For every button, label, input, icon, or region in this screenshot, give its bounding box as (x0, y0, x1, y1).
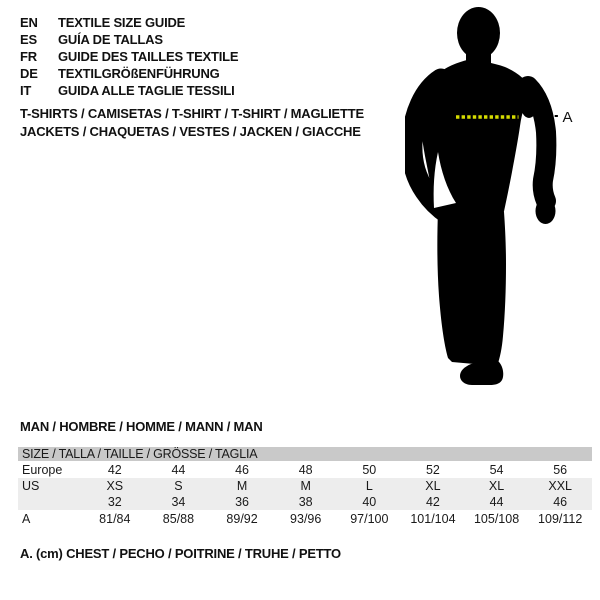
table-cell: XXL (528, 478, 592, 494)
table-cell: 38 (274, 494, 338, 510)
row-label: Europe (22, 462, 63, 477)
legs-shape (437, 210, 506, 366)
table-cell: XL (401, 478, 465, 494)
table-cell: 109/112 (538, 512, 583, 526)
language-code: ES (20, 32, 37, 47)
size-table (18, 447, 592, 528)
category-list (20, 105, 364, 141)
table-cell: 44 (171, 462, 186, 477)
table-cell: 32 (83, 494, 147, 510)
size-table-header-row (18, 447, 592, 461)
table-row (18, 510, 592, 528)
measure-label-a: A (562, 109, 573, 126)
table-cell: 89/92 (226, 512, 258, 526)
table-cell: 42 (401, 494, 465, 510)
table-cell: 46 (235, 462, 250, 477)
language-label: GUIDA ALLE TAGLIE TESSILI (58, 83, 235, 98)
category-line: T-SHIRTS / CAMISETAS / T-SHIRT / T-SHIRT / MAGLIETTE (20, 106, 364, 121)
category-line: JACKETS / CHAQUETAS / VESTES / JACKEN / GIACCHE (20, 124, 361, 139)
table-cell: M (274, 478, 338, 494)
table-cell: 85/88 (162, 512, 195, 526)
table-cell: 56 (553, 462, 568, 477)
shoe-shape (460, 360, 503, 385)
row-label (18, 494, 83, 510)
table-row (18, 461, 592, 478)
table-cell: 34 (147, 494, 211, 510)
language-row (20, 48, 238, 65)
language-row (20, 82, 238, 99)
table-cell: 93/96 (290, 512, 322, 526)
table-cell: 44 (465, 494, 529, 510)
male-silhouette (405, 5, 590, 390)
table-cell: 101/104 (410, 512, 456, 526)
language-row (20, 65, 238, 82)
language-code: EN (20, 15, 38, 30)
right-arm-shape (528, 86, 546, 201)
table-cell: 42 (107, 462, 122, 477)
table-row (18, 478, 592, 494)
table-cell: 105/108 (473, 512, 520, 526)
table-cell: XS (83, 478, 147, 494)
row-label: US (18, 478, 83, 494)
table-cell: M (210, 478, 274, 494)
table-cell: 50 (362, 462, 377, 477)
language-label: TEXTILE SIZE GUIDE (58, 15, 186, 30)
table-cell: 81/84 (99, 512, 131, 526)
language-code: FR (20, 49, 37, 64)
table-cell: S (147, 478, 211, 494)
language-label: GUIDE DES TAILLES TEXTILE (58, 49, 239, 64)
table-cell: 46 (528, 494, 592, 510)
table-cell: 40 (338, 494, 402, 510)
language-label: TEXTILGRÖßENFÜHRUNG (58, 66, 220, 81)
size-table-header: SIZE / TALLA / TAILLE / GRÖSSE / TAGLIA (18, 447, 592, 461)
table-cell: 54 (489, 462, 504, 477)
table-cell: 97/100 (350, 512, 389, 526)
language-code: IT (20, 83, 32, 98)
table-row (18, 494, 592, 510)
row-label: A (22, 512, 31, 526)
language-label: GUÍA DE TALLAS (58, 32, 163, 47)
table-cell: XL (465, 478, 529, 494)
measurement-footnote: A. (cm) CHEST / PECHO / POITRINE / TRUHE / PETTO (20, 546, 341, 561)
table-cell: 36 (210, 494, 274, 510)
language-row (20, 31, 238, 48)
right-hand-shape (536, 198, 556, 224)
language-list (20, 14, 238, 99)
language-row (20, 14, 238, 31)
table-cell: 52 (425, 462, 440, 477)
man-section-title: MAN / HOMBRE / HOMME / MANN / MAN (20, 419, 263, 434)
table-cell: L (338, 478, 402, 494)
language-code: DE (20, 66, 38, 81)
table-cell: 48 (298, 462, 313, 477)
